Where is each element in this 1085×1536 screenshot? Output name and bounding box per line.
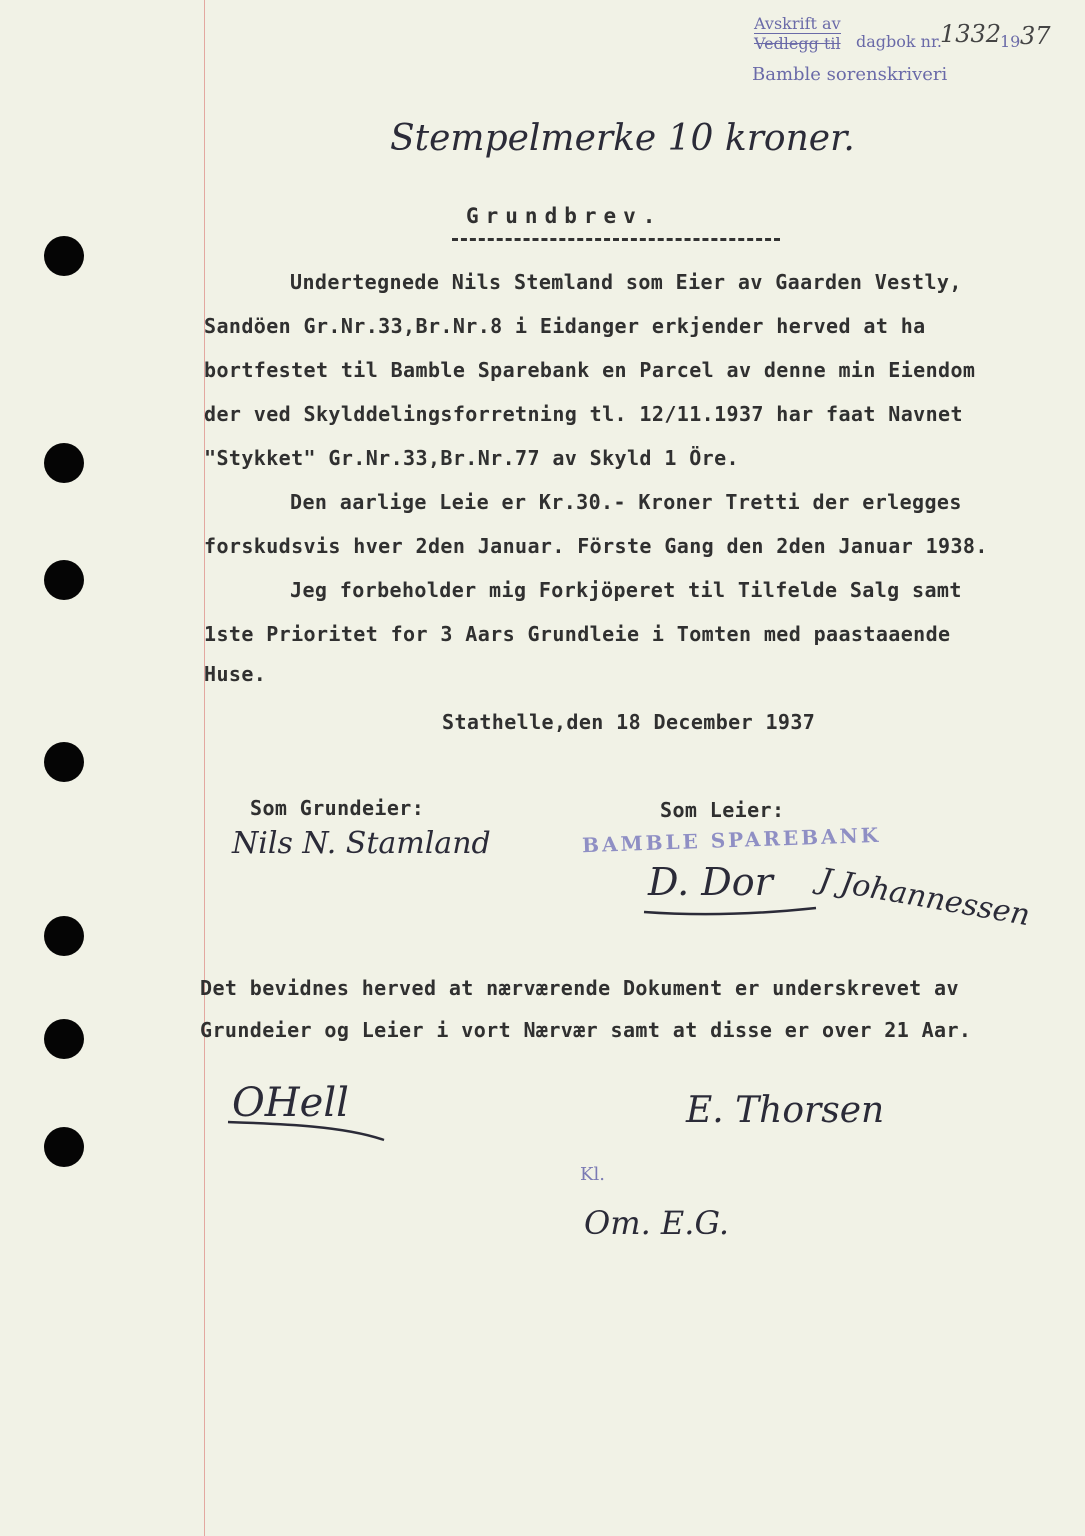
body-line: Undertegnede Nils Stemland som Eier av Gaarden Vestly, (290, 270, 962, 294)
body-line: Den aarlige Leie er Kr.30.- Kroner Tretti der erlegges (290, 490, 962, 514)
owner-label: Som Grundeier: (250, 796, 425, 820)
witness-signature-2: E. Thorsen (686, 1090, 885, 1131)
document-title: Grundbrev. (466, 204, 663, 228)
body-line: Huse. (204, 662, 267, 686)
stamp-fee-note: Stempelmerke 10 kroner. (390, 118, 855, 159)
signature-flourish (224, 1114, 394, 1144)
punch-hole (44, 1019, 84, 1059)
tenant-label: Som Leier: (660, 798, 785, 822)
stamp-number: 1332 (940, 20, 1002, 48)
punch-hole (44, 1127, 84, 1167)
punch-hole (44, 742, 84, 782)
body-line: 1ste Prioritet for 3 Aars Grundleie i Tomten med paastaaende (204, 622, 951, 646)
body-line: Jeg forbeholder mig Forkjöperet til Tilfelde Salg samt (290, 578, 962, 602)
footer-initials: Om. E.G. (584, 1204, 730, 1242)
stamp-year-suffix: 37 (1020, 22, 1051, 50)
punch-hole (44, 560, 84, 600)
body-line: "Stykket" Gr.Nr.33,Br.Nr.77 av Skyld 1 Öre. (204, 446, 739, 470)
place-date: Stathelle,den 18 December 1937 (442, 710, 816, 734)
witness-line: Det bevidnes herved at nærværende Dokument er underskrevet av (200, 976, 959, 1000)
tenant-signature-2: J Johannessen (816, 861, 1033, 934)
margin-line (204, 0, 205, 1536)
footer-stamp: Kl. (580, 1164, 605, 1185)
body-line: Sandöen Gr.Nr.33,Br.Nr.8 i Eidanger erkjender herved at ha (204, 314, 926, 338)
stamp-avskrift: Avskrift av (754, 14, 841, 33)
stamp-year-prefix: 19 (1000, 32, 1021, 51)
witness-line: Grundeier og Leier i vort Nærvær samt at disse er over 21 Aar. (200, 1018, 972, 1042)
body-line: der ved Skylddelingsforretning tl. 12/11.1937 har faat Navnet (204, 402, 963, 426)
stamp-dagbok: dagbok nr. (856, 32, 942, 51)
signature-underline (640, 900, 820, 920)
title-underline (452, 238, 780, 241)
owner-signature: Nils N. Stamland (232, 826, 491, 861)
punch-hole (44, 443, 84, 483)
stamp-office: Bamble sorenskriveri (752, 64, 948, 85)
bank-stamp: BAMBLE SPAREBANK (581, 822, 882, 858)
body-line: bortfestet til Bamble Sparebank en Parcel av denne min Eiendom (204, 358, 976, 382)
tenant-signature-1: D. Dor (648, 860, 773, 904)
witness-signature-1: OHell (232, 1080, 349, 1126)
punch-hole (44, 916, 84, 956)
punch-hole (44, 236, 84, 276)
stamp-vedlegg: Vedlegg til (754, 34, 841, 53)
body-line: forskudsvis hver 2den Januar. Förste Gang den 2den Januar 1938. (204, 534, 988, 558)
